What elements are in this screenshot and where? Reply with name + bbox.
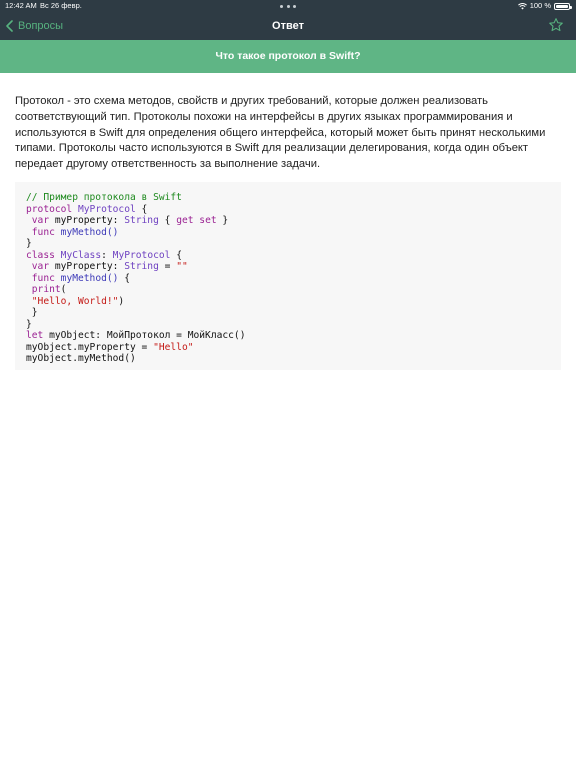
multitasking-dots-icon[interactable]	[280, 0, 296, 12]
code-token: myProperty:	[49, 261, 125, 272]
code-token: String	[124, 261, 159, 272]
code-token: myObject.myMethod()	[26, 353, 136, 364]
back-button-label: Вопросы	[18, 20, 64, 32]
code-token: MyProtocol	[78, 203, 136, 215]
code-token: "Hello, World!"	[31, 295, 119, 307]
code-block	[15, 182, 561, 370]
code-token: // Пример протокола в Swift	[26, 192, 182, 203]
code-token: myObject: МойПротокол = МойКласс()	[43, 330, 246, 341]
code-line	[26, 319, 550, 331]
code-token: "Hello"	[153, 341, 194, 353]
code-token: get	[176, 215, 194, 226]
code-line	[26, 227, 550, 239]
status-date: Вс 26 февр.	[40, 1, 82, 10]
code-line	[26, 284, 550, 296]
code-line	[26, 296, 550, 308]
status-bar	[0, 0, 576, 12]
code-token: {	[158, 215, 177, 226]
code-token: }	[26, 318, 32, 330]
code-token: protocol	[26, 203, 73, 215]
code-token: String	[124, 215, 159, 226]
answer-text: Протокол - это схема методов, свойств и других требований, которые должен реализовать соответствующий тип. Протоколы похожи на интерфейсы в других языках программирования и используются в Swift для определения общего интерфейса, который может быть принят несколькими типами. Протоколы часто используются в Swift для реализации делегирования, когда один объект передает другому ответственность за выполнение задачи.	[15, 95, 546, 171]
code-token: (	[60, 284, 67, 295]
navigation-bar	[0, 12, 576, 40]
code-token: myMethod()	[60, 226, 119, 238]
top-bar	[0, 0, 576, 40]
code-token: func	[31, 226, 55, 238]
battery-percent: 100 %	[529, 1, 551, 10]
code-line	[26, 342, 550, 354]
code-token: print	[31, 284, 61, 295]
code-token: )	[118, 295, 125, 307]
code-token: let	[26, 330, 44, 341]
code-token: =	[158, 261, 177, 272]
code-token: myProperty:	[49, 215, 125, 226]
code-token: :	[101, 249, 113, 261]
code-line	[26, 250, 550, 262]
code-line	[26, 353, 550, 365]
status-time: 12:42 AM	[5, 1, 37, 10]
code-token: MyClass	[60, 249, 102, 261]
code-line	[26, 192, 550, 204]
code-line	[26, 215, 550, 227]
battery-icon	[554, 3, 570, 10]
code-token: set	[199, 215, 217, 226]
code-token: {	[170, 249, 182, 261]
code-token: func	[31, 272, 55, 284]
question-title: Что такое протокол в Swift?	[0, 40, 576, 73]
code-token: {	[135, 203, 148, 215]
status-indicators	[518, 0, 570, 12]
code-token: {	[118, 272, 130, 284]
code-token: MyProtocol	[112, 249, 171, 261]
wifi-icon	[518, 3, 527, 10]
page-title: Ответ	[272, 20, 304, 32]
code-token: class	[26, 249, 55, 261]
code-line	[26, 238, 550, 250]
code-line	[26, 307, 550, 319]
code-token: myMethod()	[60, 272, 119, 284]
code-token: ""	[176, 261, 188, 272]
code-line	[26, 273, 550, 285]
code-line	[26, 204, 550, 216]
code-token: var	[31, 261, 50, 272]
code-line	[26, 261, 550, 273]
code-token: }	[26, 307, 38, 318]
code-token: myObject.myProperty =	[26, 341, 154, 353]
code-token: var	[31, 215, 50, 226]
code-token: }	[216, 215, 229, 226]
code-token: }	[26, 238, 32, 249]
star-outline-icon[interactable]	[548, 17, 564, 33]
code-line	[26, 330, 550, 342]
